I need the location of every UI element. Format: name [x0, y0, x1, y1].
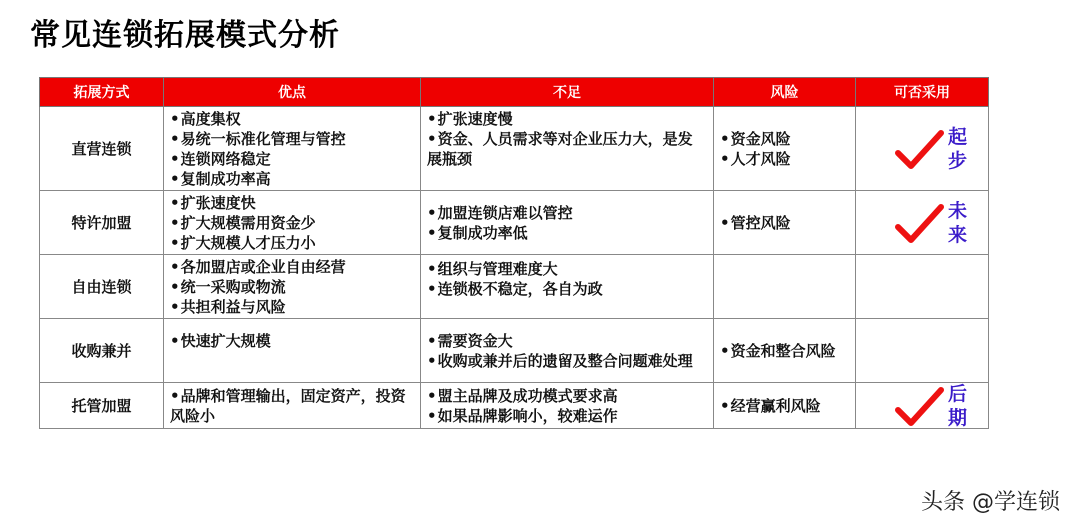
pros-item: • 复制成功率高 — [170, 169, 414, 189]
cons-cell — [421, 383, 714, 429]
header-cons: 不足 — [421, 78, 714, 107]
adopt-tag — [948, 199, 970, 247]
pros-cell — [164, 255, 421, 319]
table-header-row — [40, 78, 989, 107]
cons-item: • 资金、人员需求等对企业压力大，是发展瓶颈 — [427, 129, 707, 169]
checkmark-icon — [894, 127, 944, 171]
cons-cell — [421, 191, 714, 255]
comparison-table — [39, 77, 989, 429]
method-cell: 特许加盟 — [40, 191, 164, 255]
adopt-tag-line: 来 — [948, 223, 968, 246]
header-pros: 优点 — [164, 78, 421, 107]
pros-item: • 各加盟店或企业自由经营 — [170, 257, 414, 277]
pros-item: • 扩张速度快 — [170, 193, 414, 213]
pros-item: • 扩大规模人才压力小 — [170, 233, 414, 253]
table-row — [40, 107, 989, 191]
cons-cell — [421, 255, 714, 319]
pros-item: • 高度集权 — [170, 109, 414, 129]
adopt-cell — [856, 107, 989, 191]
risk-cell — [714, 319, 856, 383]
pros-item: • 快速扩大规模 — [170, 331, 414, 351]
method-cell: 自由连锁 — [40, 255, 164, 319]
pros-item: • 易统一标准化管理与管控 — [170, 129, 414, 149]
cons-cell — [421, 107, 714, 191]
risk-item: • 人才风险 — [720, 149, 849, 169]
watermark: 头条 @学连锁 — [921, 490, 1060, 515]
adopt-tag — [948, 382, 970, 430]
adopt-cell — [856, 255, 989, 319]
risk-item: • 资金和整合风险 — [720, 341, 849, 361]
risk-cell — [714, 191, 856, 255]
pros-item: • 连锁网络稳定 — [170, 149, 414, 169]
cons-item: • 连锁极不稳定，各自为政 — [427, 279, 707, 299]
adopt-cell — [856, 383, 989, 429]
adopt-tag-line: 步 — [948, 149, 968, 172]
table-row — [40, 255, 989, 319]
method-cell: 直营连锁 — [40, 107, 164, 191]
cons-item: • 组织与管理难度大 — [427, 259, 707, 279]
adopt-cell — [856, 191, 989, 255]
cons-item: • 如果品牌影响小，较难运作 — [427, 406, 707, 426]
page-title: 常见连锁拓展模式分析 — [30, 18, 340, 53]
header-adopt: 可否采用 — [856, 78, 989, 107]
risk-cell — [714, 383, 856, 429]
cons-item: • 扩张速度慢 — [427, 109, 707, 129]
pros-cell — [164, 319, 421, 383]
header-method: 拓展方式 — [40, 78, 164, 107]
risk-cell — [714, 255, 856, 319]
cons-cell — [421, 319, 714, 383]
risk-item: • 管控风险 — [720, 213, 849, 233]
adopt-tag — [948, 125, 970, 173]
cons-item: • 盟主品牌及成功模式要求高 — [427, 386, 707, 406]
cons-item: • 复制成功率低 — [427, 223, 707, 243]
adopt-tag-line: 期 — [948, 406, 968, 429]
checkmark-icon — [894, 384, 944, 428]
checkmark-icon — [894, 201, 944, 245]
adopt-tag-line: 起 — [948, 125, 968, 148]
cons-item: • 收购或兼并后的遗留及整合问题难处理 — [427, 351, 707, 371]
pros-item: • 扩大规模需用资金少 — [170, 213, 414, 233]
pros-cell — [164, 107, 421, 191]
pros-cell — [164, 383, 421, 429]
risk-item: • 经营赢利风险 — [720, 396, 849, 416]
table-row — [40, 191, 989, 255]
cons-item: • 需要资金大 — [427, 331, 707, 351]
pros-item: • 统一采购或物流 — [170, 277, 414, 297]
header-risks: 风险 — [714, 78, 856, 107]
table-row — [40, 319, 989, 383]
method-cell: 收购兼并 — [40, 319, 164, 383]
risk-item: • 资金风险 — [720, 129, 849, 149]
adopt-cell — [856, 319, 989, 383]
pros-item: • 共担利益与风险 — [170, 297, 414, 317]
method-cell: 托管加盟 — [40, 383, 164, 429]
cons-item: • 加盟连锁店难以管控 — [427, 203, 707, 223]
pros-cell — [164, 191, 421, 255]
risk-cell — [714, 107, 856, 191]
adopt-tag-line: 后 — [948, 382, 968, 405]
pros-item: • 品牌和管理输出，固定资产，投资风险小 — [170, 386, 414, 426]
table-row — [40, 383, 989, 429]
adopt-tag-line: 未 — [948, 199, 968, 222]
